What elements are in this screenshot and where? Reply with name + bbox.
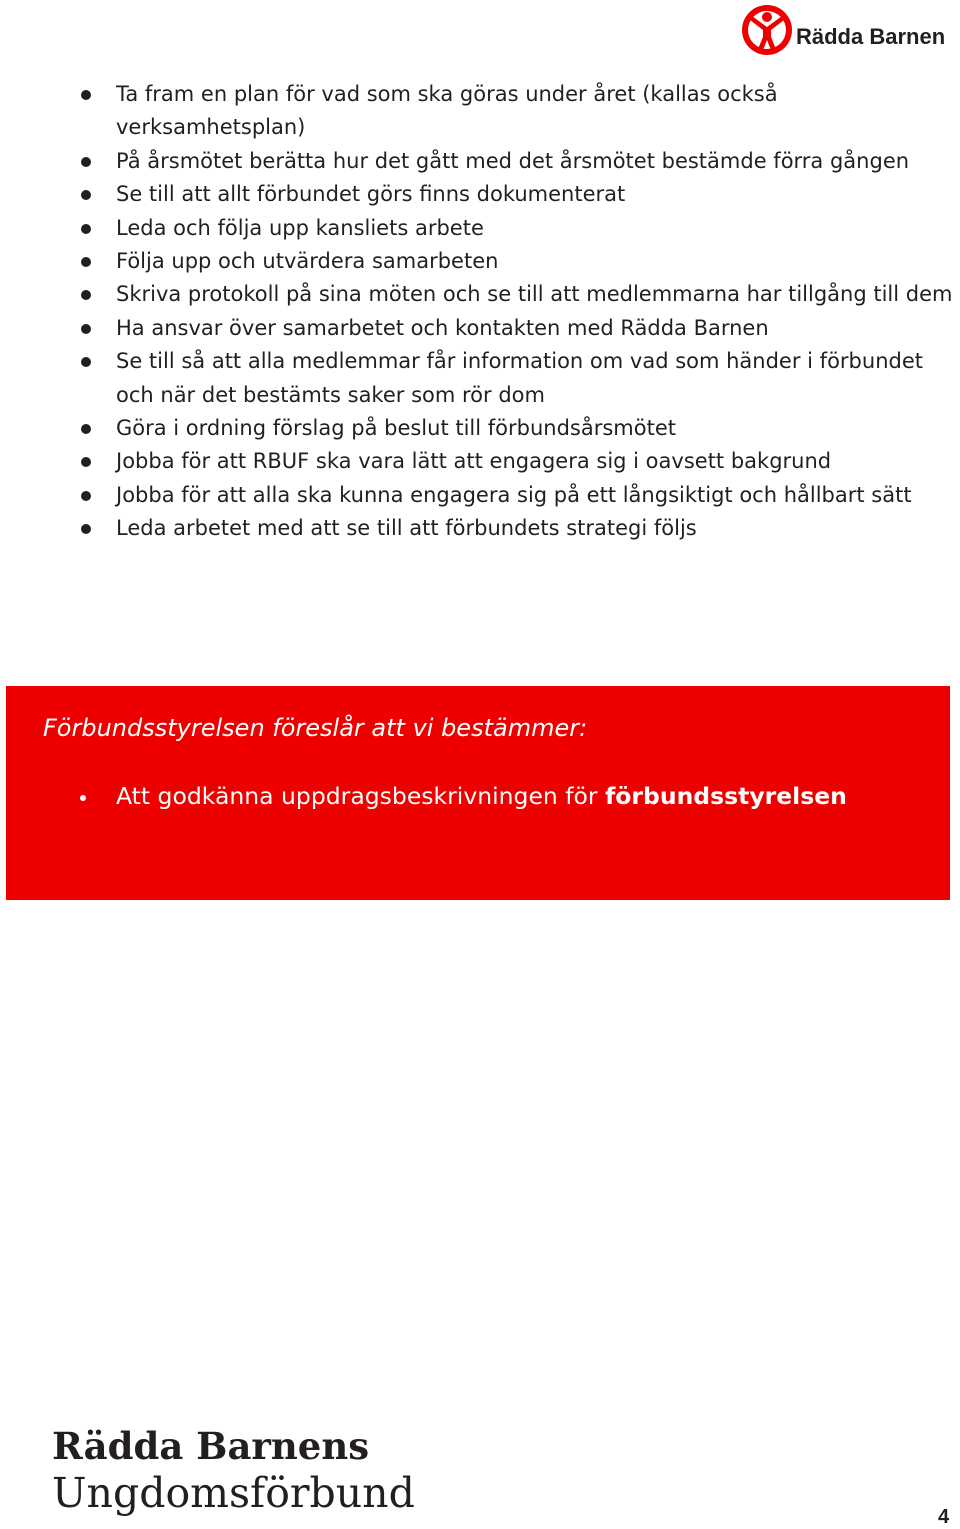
bullet-icon: [81, 491, 91, 501]
decision-box: [6, 686, 950, 900]
list-item: [78, 412, 958, 445]
bullet-icon: [80, 795, 86, 801]
list-item: [78, 312, 958, 345]
list-item: [78, 445, 958, 478]
list-item-text: På årsmötet berätta hur det gått med det årsmötet bestämde förra gången: [116, 148, 910, 173]
responsibility-list: [78, 78, 958, 546]
list-item: [78, 178, 958, 211]
bullet-icon: [81, 190, 91, 200]
list-item-text: Följa upp och utvärdera samarbeten: [116, 249, 499, 274]
list-item: [78, 212, 958, 245]
list-item-text: Ta fram en plan för vad som ska göras under året (kallas också verksamhetsplan): [116, 82, 778, 140]
decision-title: Förbundsstyrelsen föreslår att vi bestämmer:: [43, 714, 588, 742]
bullet-icon: [81, 357, 91, 367]
child-figure-icon: [740, 3, 794, 57]
list-item-text: Göra i ordning förslag på beslut till förbundsårsmötet: [116, 416, 676, 441]
list-item: [78, 479, 958, 512]
decision-item: [116, 782, 847, 810]
bullet-icon: [81, 324, 91, 334]
list-item-text: Skriva protokoll på sina möten och se till att medlemmarna har tillgång till dem: [116, 282, 953, 307]
bullet-icon: [81, 90, 91, 100]
bullet-icon: [81, 224, 91, 234]
list-item: [78, 145, 958, 178]
bullet-icon: [81, 157, 91, 167]
bullet-icon: [81, 257, 91, 267]
list-item-text: Leda arbetet med att se till att förbundets strategi följs: [116, 516, 697, 541]
header-logo-text: Rädda Barnen: [796, 24, 946, 49]
list-item: [78, 245, 958, 278]
bullet-icon: [81, 424, 91, 434]
bullet-icon: [81, 457, 91, 467]
list-item: [78, 78, 958, 145]
list-item: [78, 278, 958, 311]
footer-logo: [52, 1424, 415, 1518]
list-item-text: Jobba för att alla ska kunna engagera sig på ett långsiktigt och hållbart sätt: [116, 482, 912, 507]
footer-logo-line2: Ungdomsförbund: [52, 1469, 415, 1517]
list-item-text: Se till att allt förbundet görs finns dokumenterat: [116, 182, 626, 207]
list-item-text: Ha ansvar över samarbetet och kontakten med Rädda Barnen: [116, 315, 769, 340]
list-item-text: Leda och följa upp kansliets arbete: [116, 215, 484, 240]
header-logo: [740, 2, 960, 58]
footer-logo-line1: Rädda Barnens: [52, 1424, 370, 1468]
decision-item-text: Att godkänna uppdragsbeskrivningen för: [116, 782, 606, 810]
list-item: [78, 512, 958, 545]
list-item-text: Se till så att alla medlemmar får information om vad som händer i förbundet och när det bestämts saker som rör dom: [116, 349, 923, 407]
list-item-text: Jobba för att RBUF ska vara lätt att engagera sig i oavsett bakgrund: [116, 449, 832, 474]
bullet-icon: [81, 290, 91, 300]
list-item: [78, 345, 958, 412]
bullet-icon: [81, 524, 91, 534]
decision-item-bold: förbundsstyrelsen: [605, 782, 847, 810]
page-number: 4: [938, 1506, 950, 1528]
